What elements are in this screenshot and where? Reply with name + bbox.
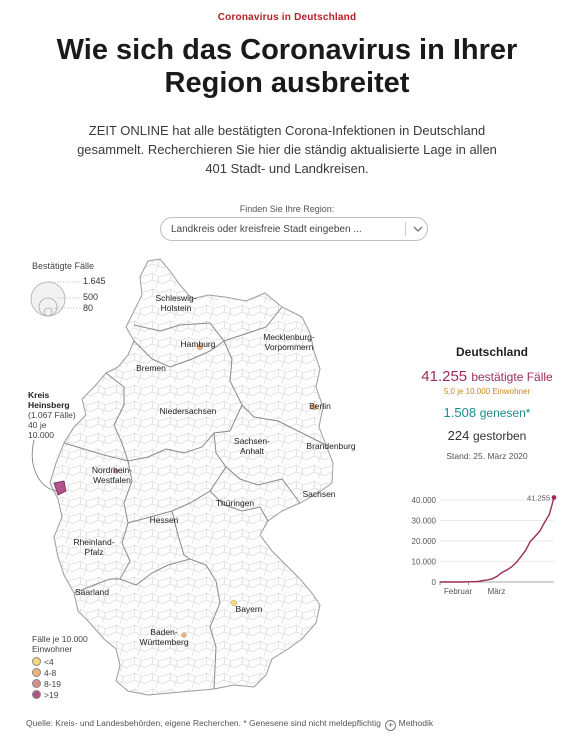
data-point — [520, 556, 521, 557]
rate-dot-icon — [32, 690, 41, 699]
heinsberg-callout — [28, 390, 76, 440]
heinsberg-cases: (1.067 Fälle) — [28, 410, 76, 420]
bubble-label-small: 80 — [83, 303, 94, 313]
data-point — [506, 569, 507, 570]
state-label-bremen[interactable]: Bremen — [136, 363, 166, 373]
state-label-sachsen-anhalt[interactable]: Sachsen- Anhalt — [234, 436, 270, 456]
kicker: Coronavirus in Deutschland — [217, 12, 357, 23]
state-label-mecklenburg-vorpommern[interactable]: Mecklenburg- Vorpommern — [263, 332, 315, 352]
data-point — [549, 514, 550, 515]
state-label-berlin[interactable]: Berlin — [309, 401, 331, 411]
data-point[interactable] — [552, 495, 557, 500]
cases-series-line — [440, 498, 554, 583]
state-label-niedersachsen[interactable]: Niedersachsen — [159, 406, 217, 416]
data-point — [444, 581, 445, 582]
state-label-thueringen[interactable]: Thüringen — [215, 498, 255, 508]
plus-icon[interactable]: + — [385, 720, 396, 731]
state-label-rheinland-pfalz[interactable]: Rheinland- Pfalz — [73, 537, 115, 557]
cases-line-chart — [400, 484, 570, 602]
state-label-hessen[interactable]: Hessen — [149, 515, 179, 525]
germany-cases: 41.255 bestätigte Fälle — [421, 368, 553, 385]
state-label-brandenburg[interactable]: Brandenburg — [306, 441, 356, 451]
rate-dot-icon — [32, 668, 41, 677]
footer-source: Quelle: Kreis- und Landesbehörden, eigene Recherchen. * Genesene sind nicht meldepflichtig + Methodik — [26, 718, 434, 730]
germany-deaths: 224 gestorben — [447, 428, 527, 443]
page-title: Wie sich das Coronavirus in Ihrer Region ausbreitet — [56, 34, 518, 99]
bubble-legend-title: Bestätigte Fälle — [32, 261, 95, 271]
data-point — [487, 579, 488, 580]
y-tick-label: 40.000 — [411, 496, 436, 506]
end-value-label: 41.255 — [527, 493, 550, 503]
rate-legend-title: Fälle je 10.000 Einwohner — [32, 634, 88, 654]
state-label-hamburg[interactable]: Hamburg — [180, 339, 216, 349]
y-tick-label: 30.000 — [411, 516, 436, 526]
state-label-bayern[interactable]: Bayern — [235, 604, 263, 614]
bubble-label-large: 1.645 — [83, 276, 106, 286]
data-point — [511, 567, 512, 568]
data-point — [544, 522, 545, 523]
method-link[interactable]: Methodik — [398, 718, 434, 728]
state-label-schleswig-holstein[interactable]: Schleswig- Holstein — [155, 293, 197, 313]
data-point — [539, 530, 540, 531]
search-label: Finden Sie Ihre Region: — [239, 204, 335, 214]
data-point — [458, 581, 459, 582]
germany-rate: 5,0 je 10.000 Einwohner — [443, 387, 531, 396]
rate-dot-icon — [32, 679, 41, 688]
state-label-saarland[interactable]: Saarland — [74, 587, 110, 597]
x-tick-label: Februar — [443, 587, 473, 596]
lead-text: ZEIT ONLINE hat alle bestätigten Corona-Infektionen in Deutschland gesammelt. Recherchieren Sie hier die ständig aktualisierte Lage in allen 401 Stadt- und Landkreisen. — [77, 123, 497, 176]
state-label-sachsen[interactable]: Sachsen — [302, 489, 336, 499]
germany-title: Deutschland — [455, 345, 528, 359]
data-point — [530, 541, 531, 542]
heinsberg-rate: 40 je — [28, 420, 47, 430]
germany-stand: Stand: 25. März 2020 — [446, 451, 528, 461]
y-tick-label: 10.000 — [411, 557, 436, 567]
data-point — [477, 581, 478, 582]
data-point — [463, 581, 464, 582]
data-point — [482, 580, 483, 581]
data-point — [454, 581, 455, 582]
bubble-label-medium: 500 — [83, 292, 99, 302]
heinsberg-name: Kreis Heinsberg — [28, 390, 70, 410]
chevron-down-icon[interactable] — [411, 220, 425, 238]
x-tick-label: März — [487, 587, 506, 596]
rate-dot-icon — [32, 657, 41, 666]
rate-legend-item: >19 — [32, 690, 58, 700]
rate-legend-item: 4-8 — [32, 668, 56, 678]
data-point — [501, 572, 502, 573]
state-label-baden-wuerttemberg[interactable]: Baden- Württemberg — [139, 627, 189, 647]
data-point — [496, 576, 497, 577]
region-search[interactable] — [160, 217, 428, 241]
state-label-nordrhein-westfalen[interactable]: Nordrhein- Westfalen — [91, 465, 133, 485]
data-point — [473, 581, 474, 582]
data-point — [534, 536, 535, 537]
rate-legend-item: 8-19 — [32, 679, 61, 689]
search-input[interactable] — [171, 218, 401, 240]
data-point — [525, 550, 526, 551]
data-point — [449, 581, 450, 582]
y-tick-label: 20.000 — [411, 537, 436, 547]
y-tick-label: 0 — [431, 578, 436, 587]
data-point — [515, 562, 516, 563]
search-divider — [405, 222, 406, 236]
rate-legend-item: <4 — [32, 657, 54, 667]
germany-recovered: 1.508 genesen* — [443, 405, 531, 420]
data-point — [492, 578, 493, 579]
heinsberg-rate-unit: 10.000 — [28, 430, 54, 440]
